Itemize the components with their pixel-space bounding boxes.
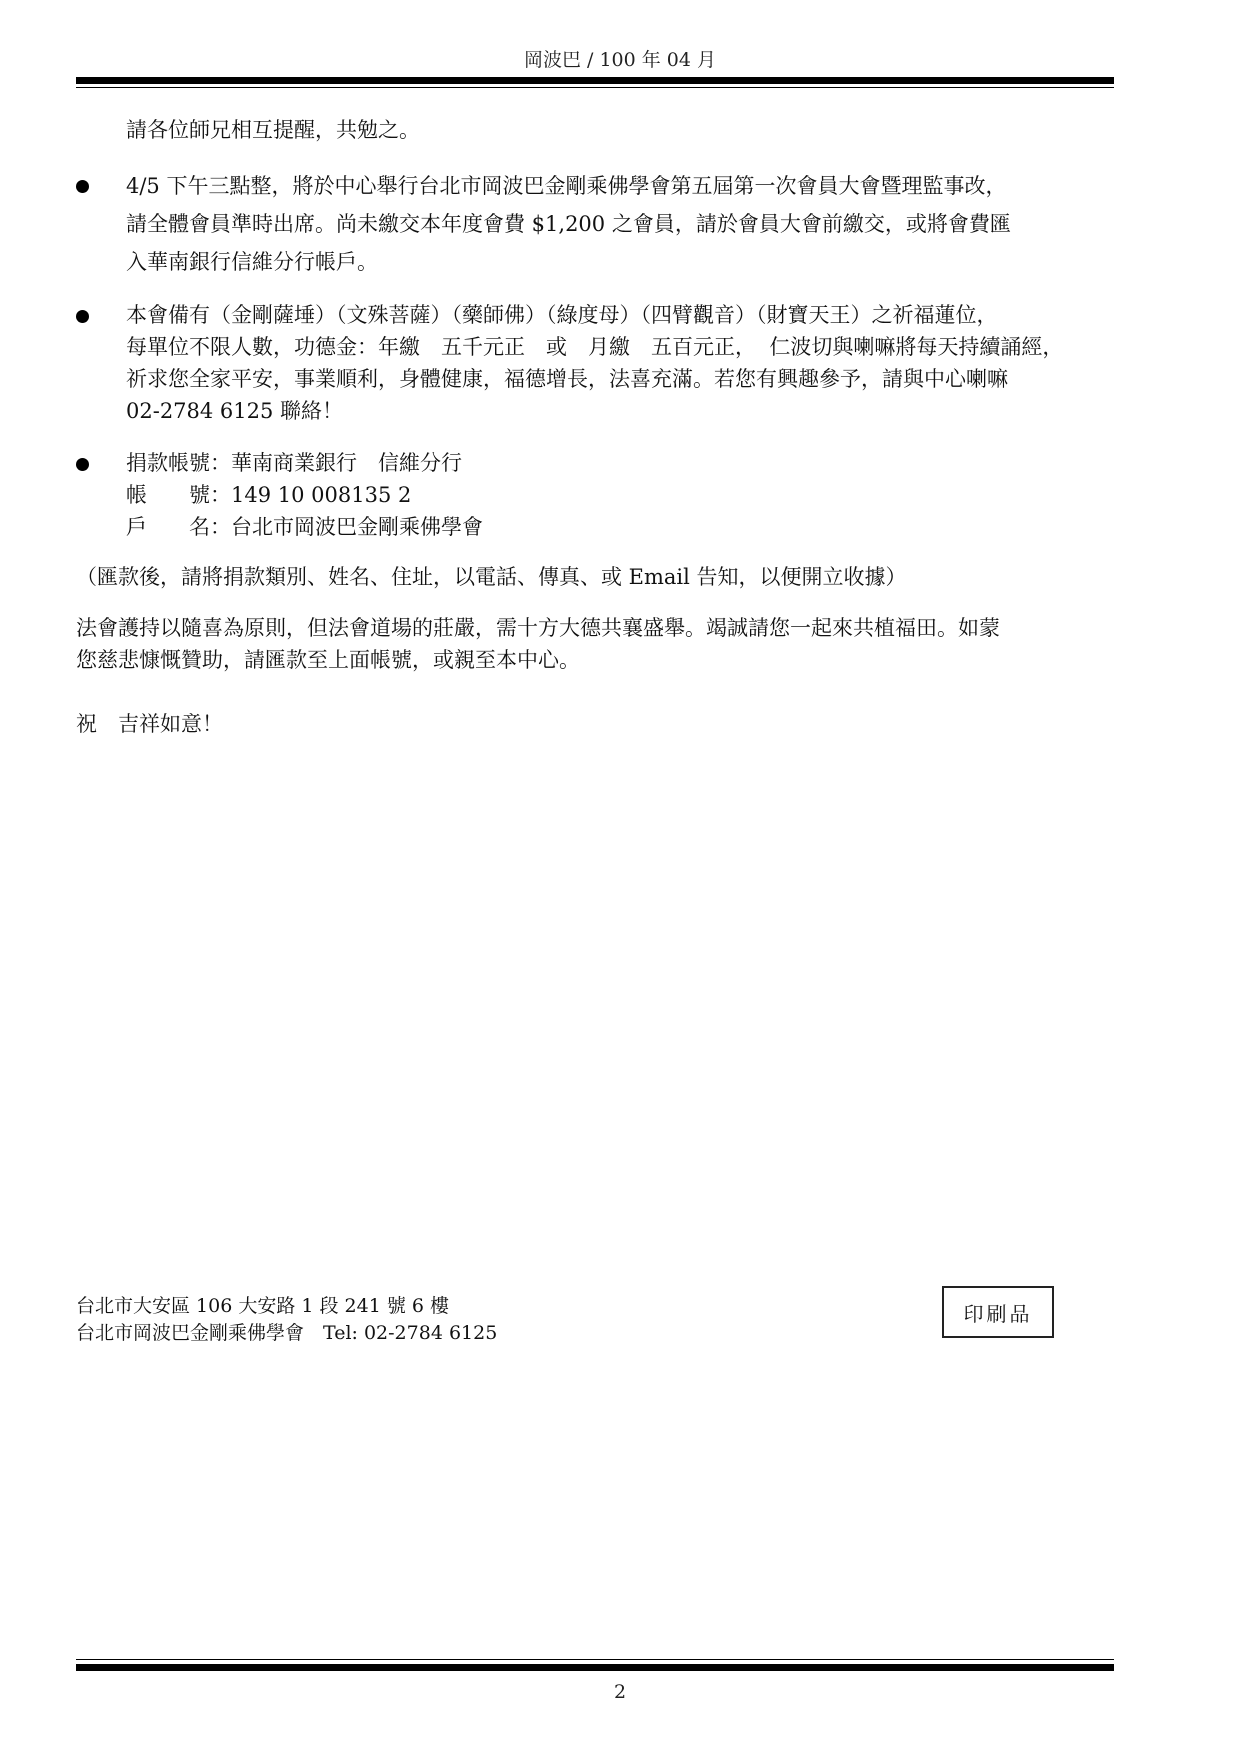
- header-title: 岡波巴 / 100 年 04 月: [523, 49, 717, 71]
- blessing: 祝 吉祥如意！: [76, 712, 223, 736]
- header-rule-thin: [76, 87, 1114, 88]
- bullet-1-line-3: 入華南銀行信維分行帳戶。: [126, 250, 378, 274]
- bullet-dot-icon: [76, 180, 89, 193]
- page-number: 2: [613, 1681, 627, 1703]
- bullet-2-line-1: 本會備有（金剛薩埵）（文殊菩薩）（藥師佛）（綠度母）（四臂觀音）（財寶天王）之祈福蓮位，: [126, 303, 998, 327]
- printed-matter-label: 印刷品: [963, 1301, 1033, 1326]
- bullet-1-line-2: 請全體會員準時出席。尚未繳交本年度會費 $1,200 之會員，請於會員大會前繳交，或將會費匯: [126, 212, 1011, 236]
- account-bank: 捐款帳號：華南商業銀行 信維分行: [126, 451, 462, 475]
- bullet-dot-icon: [76, 310, 89, 323]
- footer-address: 台北市大安區 106 大安路 1 段 241 號 6 樓: [76, 1295, 450, 1317]
- remit-note: （匯款後，請將捐款類別、姓名、住址，以電話、傳真、或 Email 告知，以便開立收據）: [76, 565, 907, 589]
- header-rule-thick: [76, 77, 1114, 84]
- account-name: 戶 名：台北市岡波巴金剛乘佛學會: [126, 515, 483, 539]
- account-number: 帳 號：149 10 008135 2: [126, 483, 412, 507]
- bullet-2-line-3: 祈求您全家平安，事業順利，身體健康，福德增長，法喜充滿。若您有興趣參予，請與中心喇嘛: [126, 367, 1008, 391]
- bullet-1-line-1: 4/5 下午三點整，將於中心舉行台北市岡波巴金剛乘佛學會第五屆第一次會員大會暨理監事改，: [126, 174, 1007, 198]
- footer-rule-thick: [76, 1664, 1114, 1671]
- closing-paragraph-line-1: 法會護持以隨喜為原則，但法會道場的莊嚴，需十方大德共襄盛舉。竭誠請您一起來共植福田。如蒙: [76, 616, 1000, 640]
- intro-line: 請各位師兄相互提醒，共勉之。: [126, 118, 420, 142]
- closing-paragraph-line-2: 您慈悲慷慨贊助，請匯款至上面帳號，或親至本中心。: [76, 648, 580, 672]
- bullet-2-line-2: 每單位不限人數，功德金：年繳 五千元正 或 月繳 五百元正， 仁波切與喇嘛將每天持續誦經，: [126, 335, 1064, 359]
- footer-rule-thin: [76, 1659, 1114, 1660]
- printed-matter-stamp: [942, 1286, 1054, 1338]
- footer-org-tel: 台北市岡波巴金剛乘佛學會 Tel: 02-2784 6125: [76, 1322, 498, 1344]
- bullet-dot-icon: [76, 458, 89, 471]
- bullet-2-line-4: 02-2784 6125 聯絡！: [126, 399, 344, 423]
